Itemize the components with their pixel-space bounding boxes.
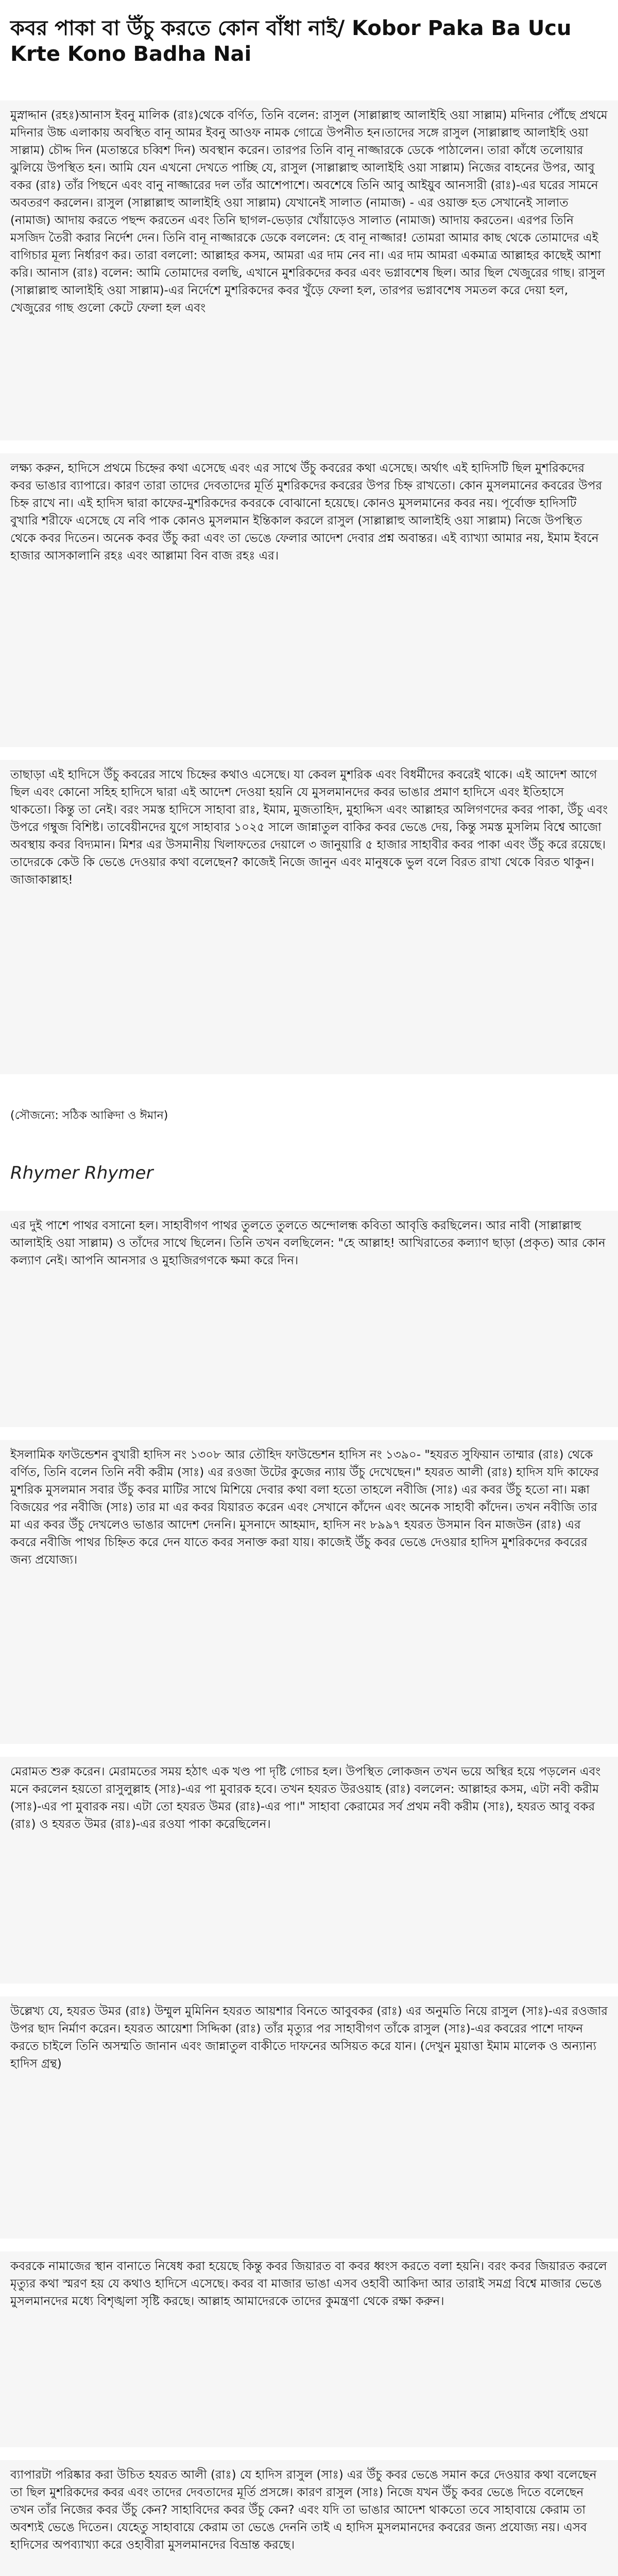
paragraph-6: মেরামত শুরু করেন। মেরামতের সময় হঠাৎ এক খণ্ড পা দৃষ্টি গোচর হল। উপস্থিত লোকজন তখন ভয়ে অস্থির হয়ে পড়লেন এবং মনে করলেন হয়তো রাসুলুল্লাহ (সাঃ)-এর পা মুবারক হবে। তখন হযরত উরওয়াহ (রাঃ) বললেন: আল্লাহর কসম, এটা নবী করীম (সাঃ)-এর পা মুবারক নয়। এটা তো হযরত উমর (রাঃ)-এর পা।" সাহাবা কেরামের সর্ব প্রথম নবী করীম (সাঃ), হযরত আবু বকর (রাঃ) ও হযরত উমর (রাঃ)-এর রওযা পাকা করেছিলেন।: [10, 1765, 601, 1831]
divider: [0, 1744, 618, 1757]
paragraph-5: ইসলামিক ফাউন্ডেশন বুখারী হাদিস নং ১৩০৮ আর তৌহিদ ফাউন্ডেশন হাদিস নং ১৩৯০- "হযরত সুফিয়ান তাম্মার (রাঃ) থেকে বর্ণিত, তিনি বলেন তিনি নবী করীম (সাঃ) এর রওজা উটের কুজের ন্যায় উঁচু দেখেছেন।" হযরত আলী (রাঃ) হাদিস যদি কাফের মুশরিক মুসলমান সবার উঁচু কবর মাটির সাথে মিশিয়ে দেবার কথা বলা হতো তাহলে নবীজি (সাঃ) এর কবর উঁচু হতো না। মক্কা বিজয়ের পর নবীজি (সাঃ) তার মা এর কবর যিয়ারত করেন এবং সেখানে কাঁদেন এবং অনেক সাহাবী কাঁদেন। তখন নবীজি তার মা এর কবর উঁচু দেখলেও ভাঙার আদেশ দেননি। মুসনাদে আহমাদ, হাদিস নং ৮৯৯৭ হযরত উসমান বিন মাজউন (রাঃ) এর কবরে নবীজি পাথর চিহ্নিত করে দেন যাতে কবর সনাক্ত করা যায়। কাজেই উঁচু কবর ভেঙে দেওয়ার হাদিস মুশরিকদের কবরের জন্য প্রযোজ্য।: [10, 1448, 599, 1567]
divider: [0, 2447, 618, 2460]
article-title: কবর পাকা বা উঁচু করতে কোন বাঁধা নাই/ Kobor Paka Ba Ucu Krte Kono Badha Nai: [10, 16, 572, 66]
divider: [0, 747, 618, 760]
content-block-3: [0, 760, 618, 1074]
paragraph-1: মুস্নাদ্দান (রহঃ)আনাস ইবনু মালিক (রাঃ)থেকে বর্ণিত, তিনি বলেন: রাসুল (সাল্লাল্লাহু আলাইহি ওয়া সাল্লাম) মদিনার পৌঁছে প্রথমে মদিনার উচ্চ এলাকায় অবস্থিত বানূ আমর ইবনু আওফ নামক গোত্রে উপনীত হন।তাদের সঙ্গে রাসুল (সাল্লাল্লাহু আলাইহি ওয়া সাল্লাম) চৌদ্দ দিন (মতান্তরে চব্বিশ দিন) অবস্থান করেন। তারপর তিনি বানূ নাজ্জারকে ডেকে পাঠালেন। তারা কাঁধে তলোয়ার ঝুলিয়ে উপস্থিত হন। আমি যেন এখনো দেখতে পাচ্ছি যে, রাসুল (সাল্লাল্লাহু আলাইহি ওয়া সাল্লাম) নিজের বাহনের উপর, আবু বকর (রাঃ) তাঁর পিছনে এবং বানু নাজ্জারের দল তাঁর আশেপাশে। অবশেষে তিনি আবু আইয়ুব আনসারী (রাঃ)-এর ঘরের সামনে অবতরণ করলেন। রাসুল (সাল্লাল্লাহু আলাইহি ওয়া সাল্লাম) যেখানেই সালাত (নামাজ) - এর ওয়াক্ত হত সেখানেই সালাত (নামাজ) আদায় করতে পছন্দ করতেন এবং তিনি ছাগল-ভেড়ার খোঁয়াড়েও সালাত (নামাজ) আদায় করতেন। এরপর তিনি মসজিদ তৈরী করার নির্দেশ দেন। তিনি বানূ নাজ্জারকে ডেকে বললেন: হে বানূ নাজ্জার! তোমরা আমার কাছ থেকে তোমাদের এই বাগিচার মূল্য নির্ধারণ কর। তারা বললো: আল্লাহর কসম, আমরা এর দাম নেব না। এর দাম আমরা একমাত্র আল্লাহর কাছেই আশা করি। আনাস (রাঃ) বলেন: আমি তোমাদের বলছি, এখানে মুশরিকদের কবর এবং ভগ্নাবশেষ ছিল। আর ছিল খেজুরের গাছ। রাসুল (সাল্লাল্লাহু আলাইহি ওয়া সাল্লাম)-এর নির্দেশে মুশরিকদের কবর খুঁড়ে ফেলা হল, তারপর ভগ্নাবশেষ সমতল করে দেয়া হল, খেজুরের গাছ গুলো কেটে ফেলা হল এবং: [10, 109, 608, 315]
content-block-2: [0, 453, 618, 747]
content-block-5: [0, 1440, 618, 1744]
divider: [0, 1984, 618, 1996]
content-block-6: [0, 1757, 618, 1984]
paragraph-9: ব্যাপারটা পরিষ্কার করা উচিত হযরত আলী (রাঃ) যে হাদিস রাসুল (সাঃ) এর উঁচু কবর ভেঙে সমান করে দেওয়ার কথা বলেছেন তা ছিল মুশরিকদের কবর এবং তাদের দেবতাদের মূর্তি প্রসঙ্গে। কারণ রাসুল (সাঃ) নিজে যখন উঁচু কবর ভেঙে দিতে বলেছেন তখন তাঁর নিজের কবর উঁচু কেন? সাহাবিদের কবর উঁচু কেন? এবং যদি তা ভাঙার আদেশ থাকতো তবে সাহাবায়ে কেরাম তা অবশ্যই ভেঙে দিতেন। যেহেতু সাহাবায়ে কেরাম তা ভেঙে দেননি তাই এ হাদিস মুসলমানদের কবরের জন্য প্রযোজ্য নয়। এসব হাদিসের অপব্যাখ্যা করে ওহাবীরা মুসলমানদের বিভ্রান্ত করছে।: [10, 2468, 597, 2552]
paragraph-7: উল্লেখ্য যে, হযরত উমর (রাঃ) উম্মুল মুমিনিন হযরত আয়শার বিনতে আবুবকর (রাঃ) এর অনুমতি নিয়ে রাসুল (সাঃ)-এর রওজার উপর ছাদ নির্মাণ করেন। হযরত আয়েশা সিদ্দিকা (রাঃ) তাঁর মৃত্যুর পর সাহাবীগণ তাঁকে রাসুল (সাঃ)-এর কবরের পাশে দাফন করতে চাইলে তিনি অসম্মতি জানান এবং জান্নাতুল বাকীতে দাফনের অসিয়ত করে যান। (দেখুন মুয়াত্তা ইমাম মালেক ও অন্যান্য হাদিস গ্রন্থ): [10, 2005, 608, 2071]
author-name: Rhymer Rhymer: [10, 1163, 153, 1183]
paragraph-8: কবরকে নামাজের স্থান বানাতে নিষেধ করা হয়েছে কিন্তু কবর জিয়ারত বা কবর ধ্বংস করতে বলা হয়নি। বরং কবর জিয়ারত করলে মৃত্যুর কথা স্মরণ হয় যে কথাও হাদিসে এসেছে। কবর বা মাজার ভাঙা এসব ওহাবী আকিদা আর তারাই সমগ্র বিশ্বে মাজার ভেঙে মুসলমানদের মধ্যে বিশৃঙ্খলা সৃষ্টি করছে। আল্লাহ আমাদেরকে তাদের কুমন্ত্রণা থেকে রক্ষা করুন।: [10, 2260, 607, 2308]
content-block-8: [0, 2251, 618, 2447]
divider: [0, 2239, 618, 2251]
divider: [0, 1427, 618, 1440]
content-block-9: [0, 2460, 618, 2576]
paragraph-3: তাছাড়া এই হাদিসে উঁচু কবরের সাথে চিহ্নের কথাও এসেছে। যা কেবল মুশরিক এবং বিধর্মীদের কবরেই থাকে। এই আদেশ আগে ছিল এবং কোনো সহিহ হাদিসে দ্বারা এই আদেশ দেওয়া হয়নি যে মুসলমানদের কবর ভাঙার প্রমাণ হাদিসে এবং ইতিহাসে থাকতো। কিন্তু তা নেই। বরং সমস্ত হাদিসে সাহাবা রাঃ, ইমাম, মুজতাহিদ, মুহাদ্দিস এবং আল্লাহর অলিগণদের কবর পাকা, উঁচু এবং উপরে গম্বুজ বিশিষ্ট। তাবেয়ীনদের যুগে সাহাবার ১০২৫ সালে জান্নাতুল বাকির কবর ভেঙে দেয়, কিন্তু সমস্ত মুসলিম বিশ্বে আজো অবস্থায় কবর বিদ্যমান। মিশর এর উসমানীয় খিলাফতের দেয়ালে ৩ জানুয়ারি ৫ হাজার সাহাবীর কবর পাকা এবং উঁচু করে রয়েছে। তাদেরকে কেউ কি ভেঙে দেওয়ার কথা বলেছেন? কাজেই নিজে জানুন এবং মানুষকে ভুল বলে বিরত রাখা থেকে বিরত থাকুন। জাজাকাল্লাহ!: [10, 768, 608, 887]
source-credit: (সৌজন্যে: সঠিক আক্বিদা ও ঈমান): [10, 1109, 168, 1122]
divider: [0, 440, 618, 453]
article-header: [0, 0, 618, 100]
content-block-4: [0, 1211, 618, 1427]
paragraph-4: এর দুই পাশে পাথর বসানো হল। সাহাবীগণ পাথর তুলতে তুলতে অন্দোলন্ধ কবিতা আবৃত্তি করছিলেন। আর নাবী (সাল্লাল্লাহু আলাইহি ওয়া সাল্লাম) ও তাঁদের সাথে ছিলেন। তিনি তখন বলছিলেন: "হে আল্লাহ! আখিরাতের কল্যাণ ছাড়া (প্রকৃত) আর কোন কল্যাণ নেই। আপনি আনসার ও মুহাজিরগণকে ক্ষমা করে দিন।: [10, 1219, 606, 1267]
paragraph-2: লক্ষ্য করুন, হাদিসে প্রথমে চিহ্নের কথা এসেছে এবং এর সাথে উঁচু কবরের কথা এসেছে। অর্থাৎ এই হাদিসটি ছিল মুশরিকদের কবর ভাঙার ব্যাপারে। কারণ তারা তাদের দেবতাদের মূর্তি মুশরিকদের কবরের উপর চিহ্ন রাখতো। কোন মুসলমানের কবরের উপর চিহ্ন রাখে না। এই হাদিস দ্বারা কাফের-মুশরিকদের কবরকে বোঝানো হয়েছে। কোনও মুসলমানের কবর নয়। পূর্বোক্ত হাদিসটি বুখারি শরীফে এসেছে যে নবি পাক কোনও মুসলমান ইন্তিকাল করলে রাসুল (সাল্লাল্লাহু আলাইহি ওয়া সাল্লাম) নিজে উপস্থিত থেকে কবর দিতেন। অনেক কবর উঁচু করা এবং তা ভেঙে ফেলার আদেশ দেবার প্রশ্ন অবান্তর। এই ব্যাখ্যা আমার নয়, ইমাম ইবনে হাজার আসকালানি রহঃ এবং আল্লামা বিন বাজ রহঃ এর।: [10, 462, 603, 563]
content-block-7: [0, 1996, 618, 2239]
content-block-1: [0, 100, 618, 440]
